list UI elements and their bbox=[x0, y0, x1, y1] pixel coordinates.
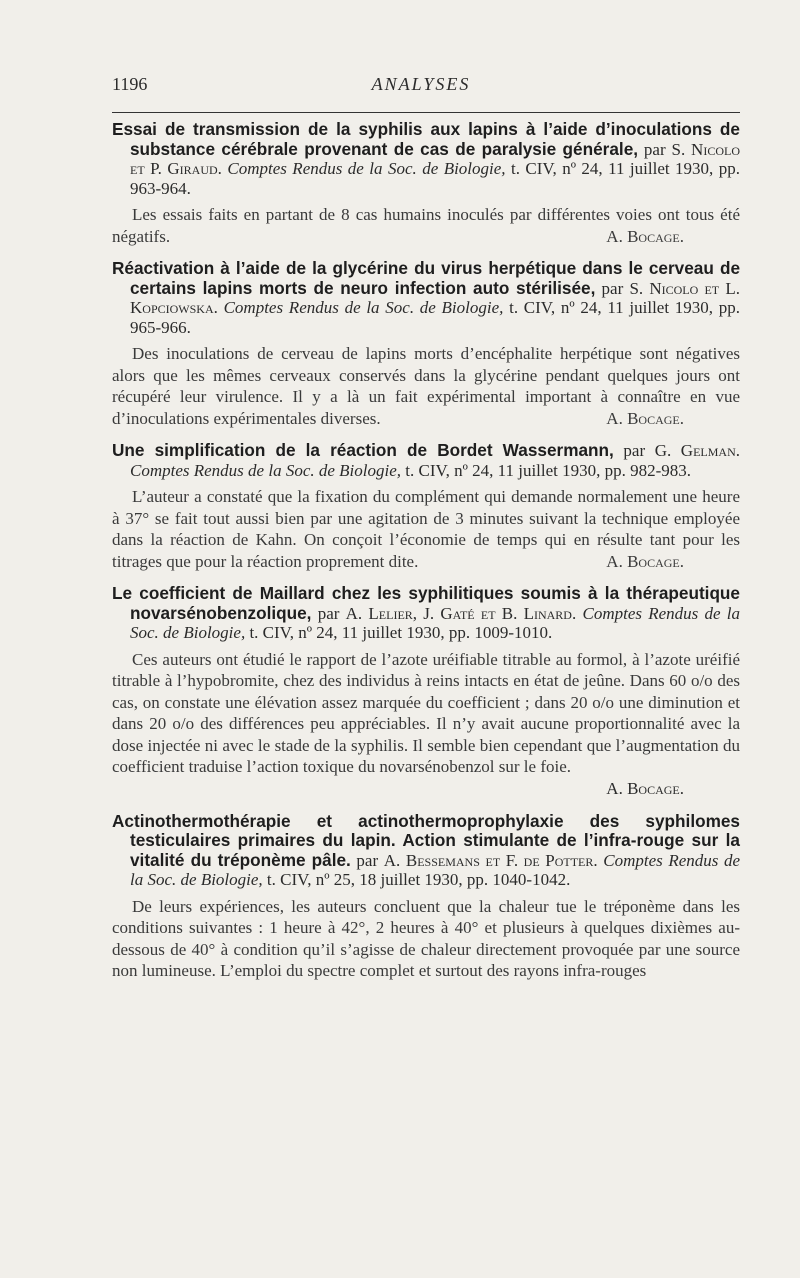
article-by: par bbox=[613, 441, 655, 460]
article-authors: S. Nicolo et P. Giraud. bbox=[130, 139, 740, 178]
article-by: par bbox=[350, 850, 384, 870]
article-journal: Comptes Rendus de la Soc. de Biologie, bbox=[223, 298, 504, 317]
article-heading bbox=[112, 812, 740, 890]
article-signature: A. Bocage. bbox=[606, 408, 684, 428]
article-authors: A. Lelier, J. Gaté et B. Linard. bbox=[345, 603, 577, 623]
article-signature: A. Bocage. bbox=[606, 226, 684, 246]
article-citation: t. CIV, nº 25, 18 juillet 1930, pp. 1040-1042. bbox=[262, 870, 571, 889]
article-2 bbox=[112, 259, 740, 429]
article-journal: Comptes Rendus de la Soc. de Biologie, bbox=[130, 460, 402, 480]
article-title: Le coefficient de Maillard chez les syphilitiques soumis à la thérapeutique novarsénobenzolique, bbox=[112, 583, 740, 623]
article-heading bbox=[112, 259, 740, 337]
article-citation: t. CIV, nº 24, 11 juillet 1930, pp. 963-964. bbox=[130, 159, 740, 198]
article-abstract bbox=[112, 343, 740, 429]
article-by: par bbox=[311, 603, 346, 623]
article-journal: Comptes Rendus de la Soc. de Biologie, bbox=[130, 603, 741, 642]
article-5 bbox=[112, 812, 740, 982]
article-citation: t. CIV, nº 24, 11 juillet 1930, pp. 982-983. bbox=[401, 460, 692, 480]
article-by: par bbox=[595, 278, 630, 298]
article-abstract bbox=[112, 896, 740, 982]
article-signature: A. Bocage. bbox=[606, 778, 684, 798]
article-journal: Comptes Rendus de la Soc. de Biologie, bbox=[130, 850, 741, 889]
abstract-text: Des inoculations de cerveau de lapins morts d’encéphalite herpétique sont négatives alors que les mêmes cerveaux conservés dans la glycérine pendant quelques jours ont récupéré leur virulence. Il y a là un fait expérimental important à connaître en vue d’inoculations expérimentales diverses. bbox=[112, 344, 740, 428]
abstract-text: L’auteur a constaté que la fixation du complément qui demande normalement une heure à 37° se fait tout aussi bien par une agitation de 3 minutes suivant la technique employée dans la réaction de Kahn. On conçoit l’économie de temps qui en résulte tant pour les titrages que pour la réaction proprement dite. bbox=[112, 487, 740, 571]
article-3 bbox=[112, 441, 740, 572]
article-authors: S. Nicolo et L. Kopciowska. bbox=[130, 278, 740, 317]
article-authors: G. Gelman. bbox=[654, 441, 740, 460]
article-abstract bbox=[112, 486, 740, 572]
article-authors: A. Bessemans et F. de Potter. bbox=[383, 850, 598, 870]
article-heading bbox=[112, 584, 740, 643]
page-number: 1196 bbox=[112, 74, 148, 94]
article-journal: Comptes Rendus de la Soc. de Biologie, bbox=[227, 159, 506, 178]
article-1 bbox=[112, 120, 740, 247]
running-head bbox=[112, 74, 730, 100]
running-title: ANALYSES bbox=[371, 74, 471, 94]
article-title: Actinothermothérapie et actinothermoprophylaxie des syphilomes testiculaires primaires du lapin. Action stimulante de l’infra-rouge sur la vitalité du tréponème pâle. bbox=[112, 810, 740, 870]
header-rule bbox=[112, 112, 740, 113]
article-abstract bbox=[112, 649, 740, 778]
article-citation: t. CIV, nº 24, 11 juillet 1930, pp. 965-966. bbox=[130, 298, 740, 337]
article-list bbox=[112, 120, 740, 994]
article-abstract bbox=[112, 204, 740, 247]
article-title: Essai de transmission de la syphilis aux lapins à l’aide d’inoculations de substance cérébrale provenant de cas de paralysie générale, bbox=[112, 119, 740, 159]
article-title: Réactivation à l’aide de la glycérine du virus herpétique dans le cerveau de certains lapins morts de neuro infection auto stérilisée, bbox=[112, 258, 740, 298]
article-4 bbox=[112, 584, 740, 800]
article-citation: t. CIV, nº 24, 11 juillet 1930, pp. 1009-1010. bbox=[245, 623, 553, 642]
article-signature: A. Bocage. bbox=[606, 551, 684, 571]
article-heading bbox=[112, 120, 740, 198]
article-heading bbox=[112, 441, 740, 480]
article-by: par bbox=[638, 139, 672, 159]
abstract-text: Ces auteurs ont étudié le rapport de l’azote uréifiable titrable au formol, à l’azote uréifié titrable à l’hypobromite, chez des individus à reins intacts en état de jeûne. Dans 60 o/o des cas, on constate une élévation assez marquée du coefficient ; dans 20 o/o une diminution et dans 20 o/o des différences peu appréciables. Il n’y avait aucune proportionnalité avec la dose injectée ni avec le stade de la syphilis. Il semble bien cependant que l’augmentation du coefficient traduise l’action toxique du novarsénobenzol sur le foie. bbox=[112, 649, 740, 776]
abstract-text: Les essais faits en partant de 8 cas humains inoculés par différentes voies ont tous été négatifs. bbox=[112, 205, 740, 246]
article-title: Une simplification de la réaction de Bordet Wassermann, bbox=[112, 440, 614, 460]
abstract-text: De leurs expériences, les auteurs concluent que la chaleur tue le tréponème dans les conditions suivantes : 1 heure à 42°, 2 heures à 40° et plusieurs à quelques dixièmes au-dessous de 40° à condition qu’il s’agisse de chaleur directement provoquée par une source non lumineuse. L’emploi du spectre complet et surtout des rayons infra-rouges bbox=[112, 896, 740, 980]
